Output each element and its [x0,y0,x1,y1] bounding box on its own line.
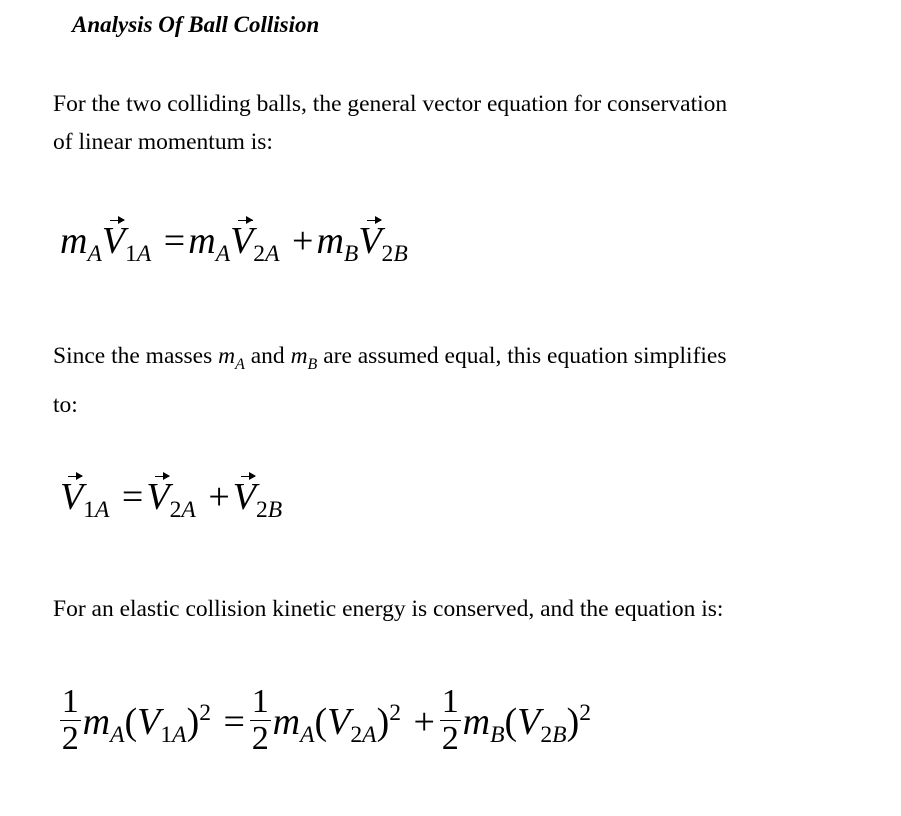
eq-exponent: 2 [579,699,591,726]
paragraph-equal-masses [53,337,727,424]
inline-math-mB [290,343,318,373]
inline-math-mA [218,343,245,373]
denominator: 2 [251,720,269,758]
eq-subscript [83,497,109,523]
eq-subscript-digit: 2 [381,241,394,267]
eq-subscript-digit: 2 [256,497,268,523]
eq-subscript: A [215,241,231,267]
eq-subscript-digit: 1 [83,497,95,523]
paragraph-momentum-intro [53,85,727,161]
eq-symbol: m [462,701,491,744]
numerator: 1 [251,683,269,721]
inline-math-sub: A [235,355,245,373]
eq-symbol: V [137,701,161,744]
paragraph-line: For the two colliding balls, the general vector equation for conservation [53,91,728,117]
eq-symbol: m [60,220,88,262]
vector-symbol: V [230,220,254,262]
equation-simplified-momentum [60,476,283,523]
eq-subscript-letter: B [393,241,408,267]
eq-subscript-letter: A [181,497,196,523]
eq-subscript: B [490,722,505,749]
fraction-one-half [60,685,81,756]
eq-subscript-letter: A [136,241,152,267]
vector-symbol: V [60,476,84,518]
eq-subscript [125,241,151,267]
eq-subscript-digit: 2 [253,241,266,267]
eq-symbol: m [272,701,301,744]
eq-subscript-letter: B [267,497,283,523]
vector-symbol: V [101,220,126,262]
paragraph-line: to: [53,392,78,418]
eq-symbol: V [327,701,351,744]
page-title: Analysis Of Ball Collision [72,12,320,37]
inline-math-base: m [218,343,236,369]
plus-sign: + [413,701,435,744]
vector-symbol: V [232,476,256,518]
plus-sign: + [292,220,314,262]
eq-subscript-digit: 1 [160,722,173,749]
eq-subscript-letter: A [95,497,110,523]
paren: ) [376,701,390,744]
eq-symbol: m [82,701,111,744]
fraction-one-half [440,685,461,756]
inline-math-base: m [290,343,308,369]
eq-subscript-letter: A [362,722,377,749]
vector-symbol: V [358,220,382,262]
text-run: Since the masses [53,343,219,369]
eq-subscript-letter: A [265,241,280,267]
eq-exponent: 2 [199,699,211,726]
eq-subscript-digit: 2 [540,722,553,749]
paren: ) [186,701,200,744]
paren: ) [566,701,580,744]
eq-subscript [256,497,282,523]
eq-subscript [382,241,408,267]
eq-subscript-digit: 2 [350,722,363,749]
equals-sign: = [163,220,186,262]
equals-sign: = [223,701,245,744]
equation-kinetic-energy [58,683,591,761]
eq-subscript: A [300,722,315,749]
paren: ( [314,701,328,744]
vector-symbol: V [146,476,170,518]
plus-sign: + [208,476,230,518]
paragraph-line: of linear momentum is: [53,129,273,155]
eq-subscript [540,722,566,748]
inline-math-sub: B [307,355,318,373]
eq-subscript [170,497,196,523]
numerator: 1 [441,683,459,721]
eq-subscript: A [87,241,102,267]
text-run: and [244,343,291,369]
eq-subscript-letter: B [552,722,567,749]
paragraph-energy-intro: For an elastic collision kinetic energy is conserved, and the equation is: [53,596,724,622]
eq-subscript-digit: 1 [125,241,137,267]
eq-subscript: A [110,722,125,749]
eq-exponent: 2 [389,699,401,726]
paragraph-line [53,337,727,378]
fraction-one-half [250,685,271,756]
eq-symbol: V [517,701,541,744]
eq-subscript [160,722,186,748]
eq-symbol: m [188,220,216,262]
denominator: 2 [61,720,79,758]
eq-subscript [350,722,376,748]
eq-subscript-digit: 2 [169,497,182,523]
equals-sign: = [121,476,144,518]
numerator: 1 [61,683,79,721]
text-run: are assumed equal, this equation simplifies [317,343,727,369]
eq-subscript [253,241,279,267]
eq-subscript-letter: A [172,722,187,749]
eq-symbol: m [316,220,344,262]
equation-momentum-conservation [60,220,408,267]
paren: ( [124,701,138,744]
denominator: 2 [441,720,459,758]
eq-subscript: B [343,241,359,267]
paren: ( [504,701,518,744]
